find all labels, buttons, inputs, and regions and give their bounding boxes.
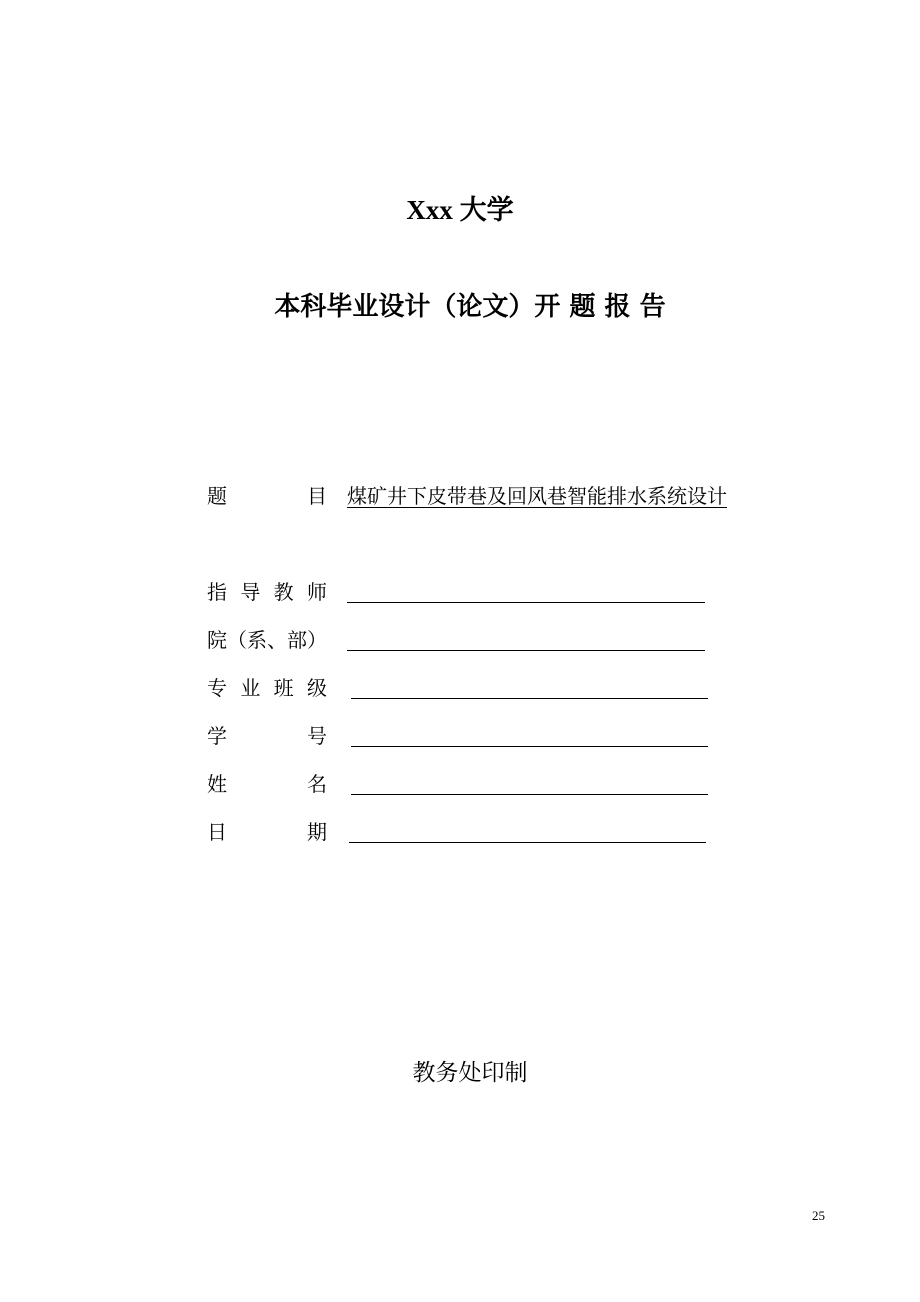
- page-number: 25: [812, 1208, 825, 1223]
- name-label: [207, 769, 327, 799]
- name-label-char: 名: [307, 772, 327, 796]
- advisor-label-char: 教: [273, 580, 294, 604]
- advisor-blank: [347, 602, 705, 603]
- university-name: Xxx 大学: [406, 195, 514, 225]
- date-blank: [349, 842, 706, 843]
- department-field: [207, 625, 707, 655]
- advisor-label-char: 师: [306, 580, 327, 604]
- major-class-blank: [351, 698, 708, 699]
- name-field: [207, 769, 709, 799]
- student-id-label: [207, 721, 327, 751]
- major-class-label: [207, 673, 327, 703]
- department-blank: [347, 650, 705, 651]
- student-id-label-char: 号: [307, 724, 327, 748]
- topic-field: [207, 481, 767, 511]
- name-label-char: 姓: [207, 772, 227, 796]
- name-blank: [351, 794, 708, 795]
- date-label: [207, 817, 327, 847]
- topic-label: [207, 481, 327, 511]
- department-label: 院（系、部）: [207, 628, 327, 652]
- date-label-char: 日: [207, 820, 227, 844]
- major-class-label-char: 业: [240, 676, 261, 700]
- major-class-label-char: 专: [207, 676, 227, 700]
- report-title: 本科毕业设计（论文）开 题 报 告: [274, 292, 666, 322]
- date-label-char: 期: [307, 820, 327, 844]
- topic-label-char: 目: [307, 484, 327, 508]
- advisor-field: [207, 577, 707, 607]
- printer-credit: 教务处印制: [412, 1060, 528, 1086]
- topic-value: 煤矿井下皮带巷及回风巷智能排水系统设计: [347, 484, 727, 508]
- topic-label-char: 题: [207, 484, 227, 508]
- advisor-label-char: 指: [207, 580, 227, 604]
- student-id-field: [207, 721, 709, 751]
- advisor-label: [207, 577, 327, 607]
- student-id-label-char: 学: [207, 724, 227, 748]
- major-class-label-char: 级: [306, 676, 327, 700]
- major-class-field: [207, 673, 709, 703]
- advisor-label-char: 导: [240, 580, 261, 604]
- date-field: [207, 817, 709, 847]
- student-id-blank: [351, 746, 708, 747]
- major-class-label-char: 班: [273, 676, 294, 700]
